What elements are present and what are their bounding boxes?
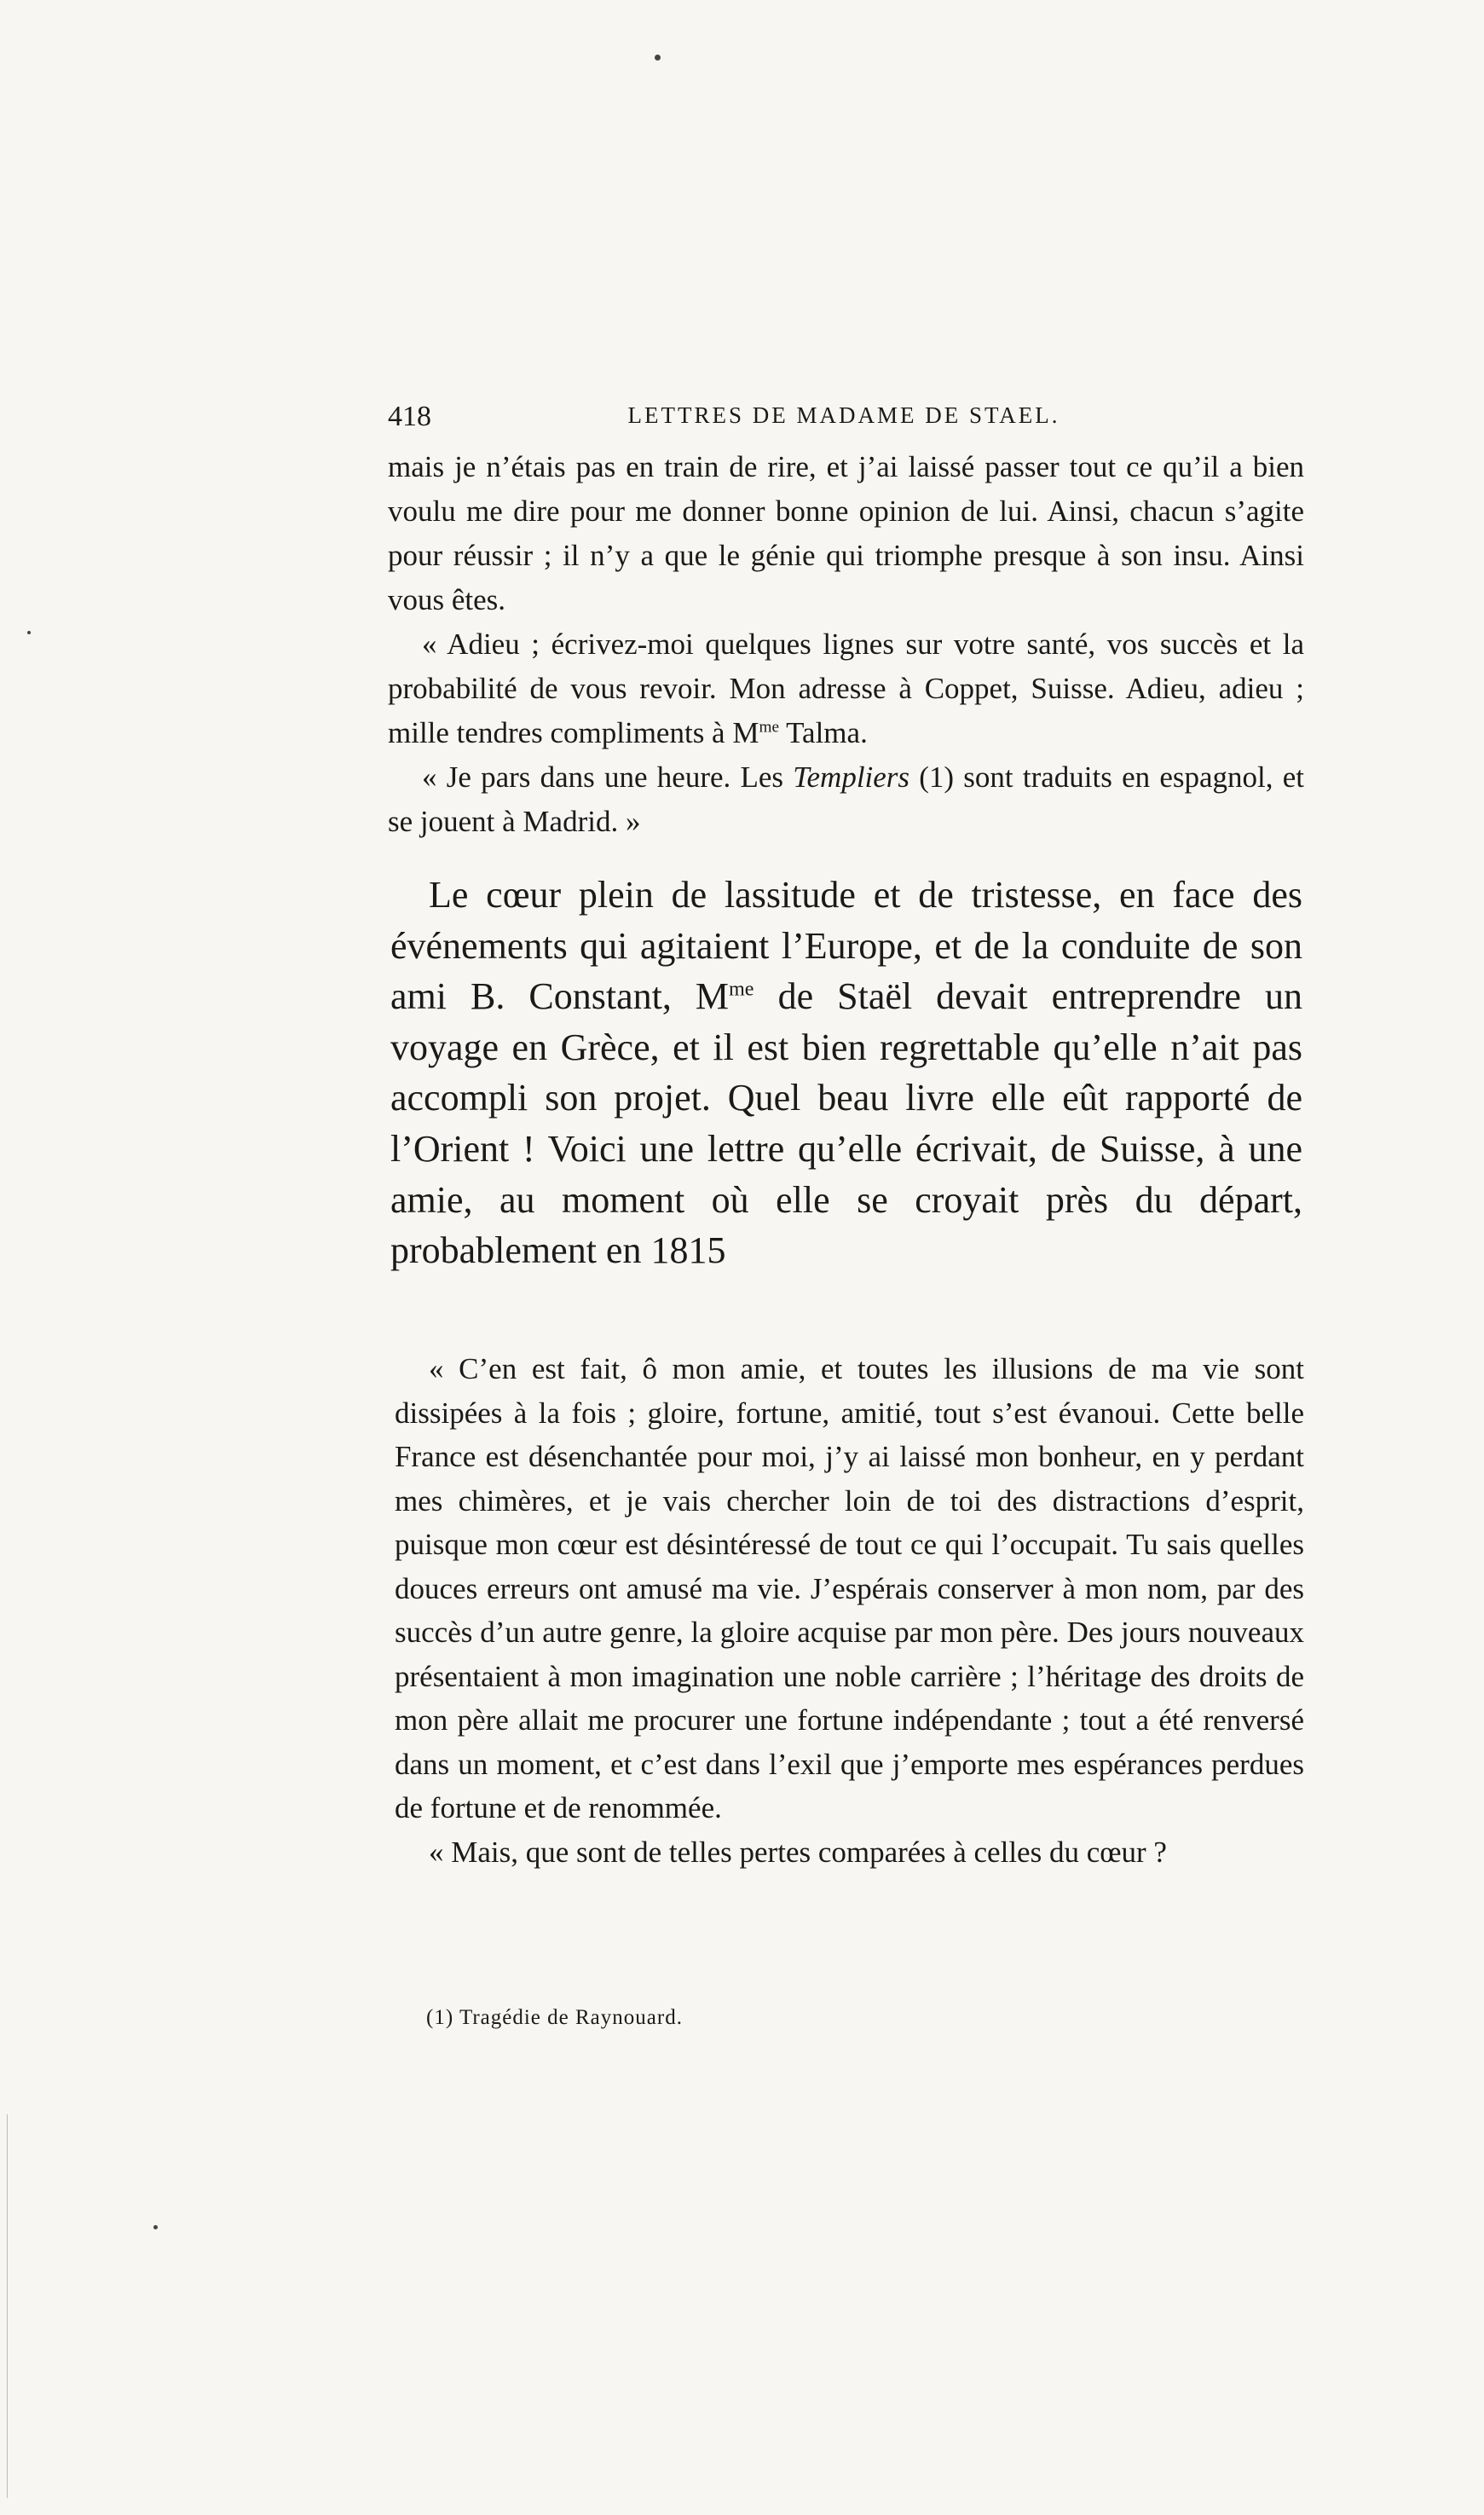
page-number: 418 [388,401,431,432]
letter-continuation [388,445,1304,844]
scan-edge [7,2114,8,2498]
footnote: (1) Tragédie de Raynouard. [426,2006,683,2029]
scan-speck [153,2225,158,2229]
paragraph: « C’en est fait, ô mon amie, et toutes les illusions de ma vie sont dissipées à la fois ; gloire, fortune, amitié, tout s’est évanoui. Cette belle France est désenchantée pour moi, j’y ai laissé mon bonheur, en y perdant mes chimères, et je vais chercher loin de toi des distractions d’esprit, puisque mon cœur est désintéressé de tout ce qui l’occupait. Tu sais quelles douces erreurs ont amusé ma vie. J’espérais conserver à mon nom, par des succès d’un autre genre, la gloire acquise par mon père. Des jours nouveaux présentaient à mon imagination une noble carrière ; l’héritage des droits de mon père allait me procurer une fortune indépendante ; tout a été renversé dans un moment, et c’est dans l’exil que j’emporte mes espérances perdues de fortune et de renommée. [395,1352,1304,1824]
scan-speck [655,55,661,61]
running-header [388,401,1300,443]
editor-commentary: Le cœur plein de lassitude et de tristesse, en face des événements qui agitaient l’Europe, et de la conduite de son ami B. Constant, $M^{me}$ de Staël devait entreprendre un voyage en Grèce, et il est bien regrettable qu’elle n’ait pas accompli son projet. Quel beau livre elle eût rapporté de l’Orient ! Voici une lettre qu’elle écrivait, de Suisse, à une amie, au moment où elle se croyait près du départ, probablement en 1815 [390,874,1302,1272]
paragraph: « Je pars dans une heure. Les Templiers (1) sont traduits en espagnol, et se jouent à Madrid. » [388,760,1304,838]
running-title: LETTRES DE MADAME DE STAEL. [627,402,1060,428]
letter-quote [395,1347,1304,1874]
paragraph: « Mais, que sont de telles pertes comparées à celles du cœur ? [429,1835,1167,1869]
title-templiers: Templiers [793,760,910,794]
paragraph: « Adieu ; écrivez-moi quelques lignes sur votre santé, vos succès et la probabilité de vous revoir. Mon adresse à Coppet, Suisse. Adieu, adieu ; mille tendres compliments à $M^{me}$ Talma. [388,627,1304,749]
scan-speck [27,631,31,634]
paragraph: mais je n’étais pas en train de rire, et j’ai laissé passer tout ce qu’il a bien voulu me dire pour me donner bonne opinion de lui. Ainsi, chacun s’agite pour réussir ; il n’y a que le génie qui triomphe presque à son insu. Ainsi vous êtes. [388,450,1304,616]
